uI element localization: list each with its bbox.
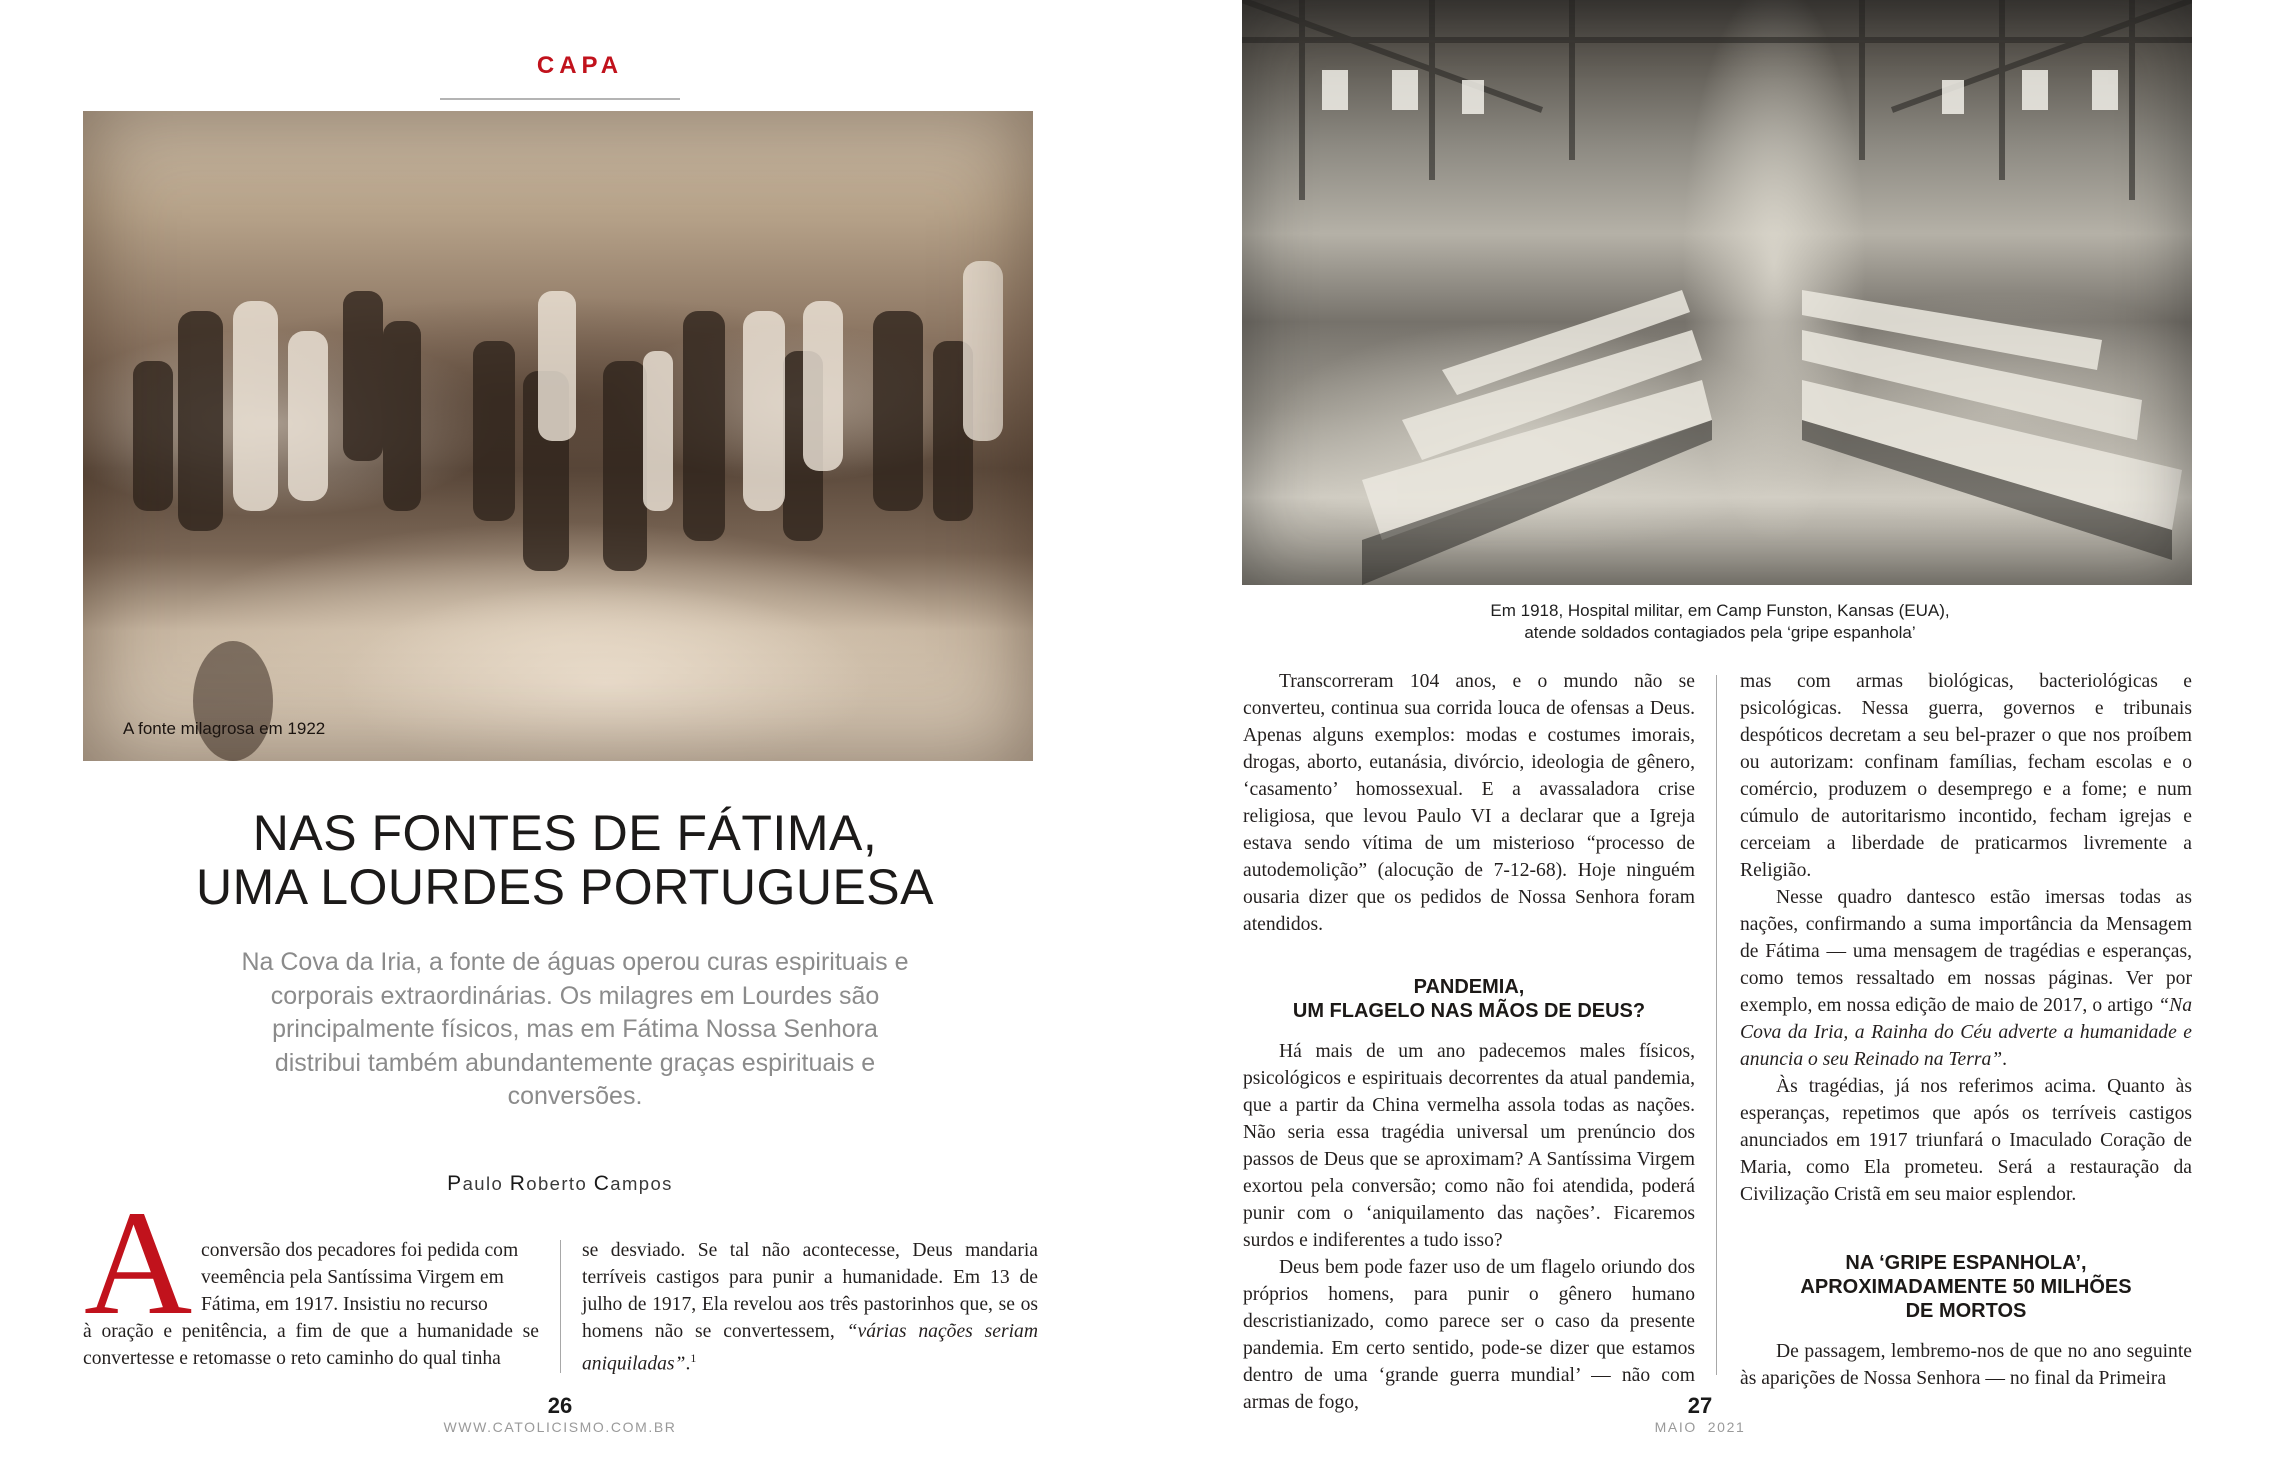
column-divider (1716, 675, 1717, 1375)
page-number: 26 (547, 1393, 573, 1418)
folio-right (1600, 1394, 1800, 1436)
website-url: WWW.CATOLICISMO.COM.BR (443, 1419, 677, 1435)
body-paragraph: Às tragédias, já nos referimos acima. Quanto às esperanças, repetimos que após os terríveis castigos anunciados em 1917 triunfará o Imaculado Coração de Maria, como Ela prometeu. Será a restauração da Civilização Cristã em seu maior esplendor. (1740, 1076, 2192, 1205)
subhead-line: NA ‘GRIPE ESPANHOLA’, (1845, 1252, 2087, 1274)
body-column-right-2 (1740, 668, 2192, 1392)
body-text: se desviado. Se tal não acontecesse, Deus mandaria terríveis castigos para punir a humanidade. Em 13 de julho de 1917, Ela revelou aos três pastorinhos que, se os homens não se convertessem, (582, 1240, 1038, 1342)
photo-vignette (1242, 0, 2192, 585)
issue-date: MAIO 2021 (1654, 1419, 1746, 1435)
body-text: . (2002, 1049, 2008, 1070)
photo-hospital-ward (1242, 0, 2192, 585)
body-paragraph: De passagem, lembremo-nos de que no ano seguinte às aparições de Nossa Senhora — no final da Primeira (1740, 1341, 2192, 1389)
photo-fatima-spring (83, 111, 1033, 761)
body-column-left-1 (83, 1237, 539, 1372)
byline-rest: ampos (610, 1173, 673, 1194)
footnote-marker: 1 (690, 1351, 697, 1365)
body-column-left-2 (582, 1237, 1038, 1378)
page-number: 27 (1687, 1393, 1713, 1418)
article-deck: Na Cova da Iria, a fonte de águas operou curas espirituais e corporais extraordinárias. Os milagres em Lourdes são principalmente físicos, mas em Fátima Nossa Senhora distribui também abundantemente graças espirituais e conversões. (241, 948, 909, 1110)
section-rule (440, 98, 680, 100)
quote: “Na Cova da Iria, a Rainha do Céu adverte a humanidade e anuncia o seu Reinado na Terra” (1740, 995, 2192, 1070)
body-paragraph (1740, 884, 2192, 1073)
photo-caption (1380, 600, 2060, 644)
byline-cap: P (447, 1172, 463, 1195)
article-headline (120, 806, 1010, 914)
photo-caption: A fonte milagrosa em 1922 (123, 719, 326, 738)
quote: “várias nações seriam aniquiladas” (582, 1321, 1038, 1375)
body-paragraph: Há mais de um ano padecemos males físicos, psicológicos e espirituais decorrentes da atual pandemia, que a partir da China vermelha assola todas as nações. Não seria essa tragédia universal um prenúncio dos passos de Deus que se aproximam? A Santíssima Virgem exortou pela conversão; como não foi atendida, poderá punir com o ‘aniquilamento das nações’. Ficaremos surdos e indiferentes a tudo isso? (1243, 1041, 1695, 1251)
body-line: Fátima, em 1917. Insistiu no recurso (201, 1294, 488, 1315)
column-divider (560, 1240, 561, 1373)
folio-left (410, 1394, 710, 1436)
body-paragraph: Transcorreram 104 anos, e o mundo não se converteu, continua sua corrida louca de ofensas a Deus. Apenas alguns exemplos: modas e costumes imorais, drogas, aborto, eutanásia, divórcio, ideologia de gênero, ‘casamento’ homossexual. E a avassaladora crise religiosa, que levou Paulo VI a declarar que a Igreja estava sendo vítima de um misterioso “processo de autodemolição” (alocução de 7-12-68). Hoje ninguém ousaria dizer que os pedidos de Nossa Senhora foram atendidos. (1243, 671, 1695, 935)
body-line: veemência pela Santíssima Virgem em (201, 1267, 504, 1288)
body-paragraph: à oração e penitência, a fim de que a humanidade se convertesse e retomasse o reto caminho do qual tinha (83, 1321, 539, 1369)
author-byline (400, 1172, 720, 1196)
body-text: Nesse quadro dantesco estão imersas todas as nações, confirmando a suma importância da Mensagem de Fátima — uma mensagem de tragédias e esperanças, como temos ressaltado em nossas páginas. Ver por exemplo, em nossa edição de maio de 2017, o artigo (1740, 887, 2192, 1016)
section-label: CAPA (536, 52, 624, 79)
drop-cap: A (84, 1180, 193, 1346)
body-column-right-1 (1243, 668, 1695, 1416)
subhead-line: APROXIMADAMENTE 50 MILHÕES (1800, 1276, 2132, 1298)
body-paragraph (582, 1237, 1038, 1378)
subheading-pandemia (1243, 975, 1695, 1023)
body-text: . (685, 1353, 691, 1375)
byline-cap: C (593, 1172, 611, 1195)
byline-rest: oberto (526, 1173, 594, 1194)
caption-line-1: Em 1918, Hospital militar, em Camp Funston, Kansas (EUA), (1490, 601, 1950, 620)
byline-cap: R (509, 1172, 527, 1195)
headline-line-2: UMA LOURDES PORTUGUESA (195, 859, 934, 915)
subhead-line: PANDEMIA, (1413, 976, 1525, 998)
body-paragraph: mas com armas biológicas, bacteriológicas e psicológicas. Nessa guerra, governos e tribunais despóticos decretam a seu bel-prazer o que nos proíbem ou autorizam: confinam famílias, fecham escolas e o comércio, produzem o desemprego e a fome; e num cúmulo de autoritarismo incontido, fecham igrejas e cerceiam a liberdade de praticarmos livremente a Religião. (1740, 671, 2192, 881)
caption-line-2: atende soldados contagiados pela ‘gripe espanhola’ (1524, 623, 1916, 642)
subheading-gripe-espanhola (1740, 1251, 2192, 1323)
subhead-line: DE MORTOS (1905, 1300, 2027, 1322)
subhead-line: UM FLAGELO NAS MÃOS DE DEUS? (1292, 1000, 1646, 1022)
body-paragraph: Deus bem pode fazer uso de um flagelo oriundo dos próprios homens, para punir o gênero humano descristianizado, como parece ser o caso da presente pandemia. Em certo sentido, pode-se dizer que estamos dentro de uma ‘grande guerra mundial’ — não com armas de fogo, (1243, 1257, 1695, 1413)
byline-rest: aulo (462, 1173, 510, 1194)
photo-vignette (83, 111, 1033, 761)
headline-line-1: NAS FONTES DE FÁTIMA, (252, 805, 878, 861)
body-line: conversão dos pecadores foi pedida com (201, 1240, 519, 1261)
